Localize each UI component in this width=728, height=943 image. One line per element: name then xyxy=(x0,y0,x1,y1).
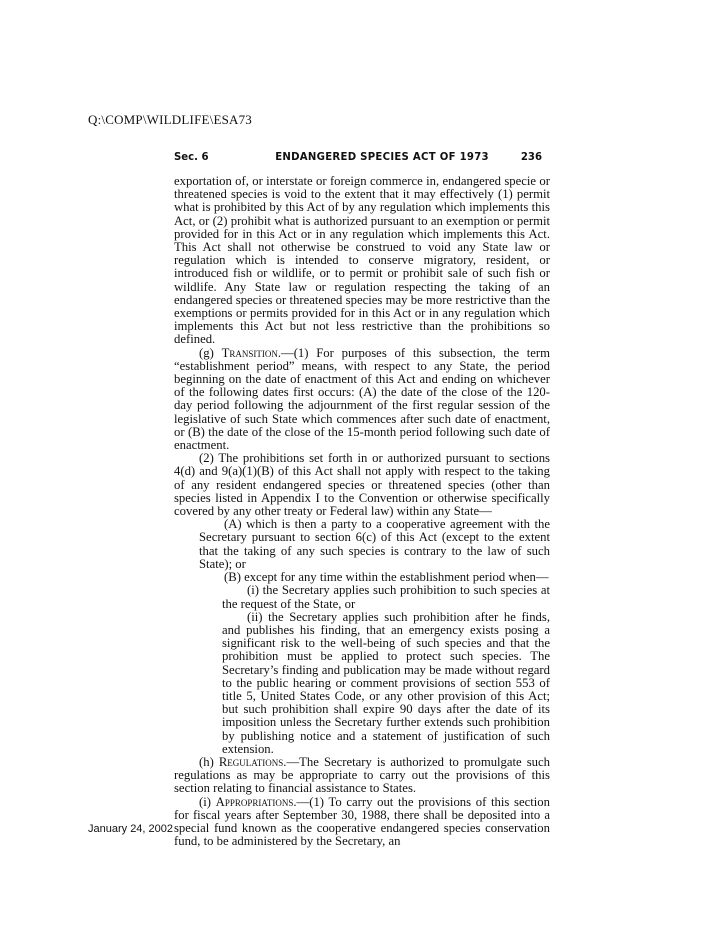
paragraph-text: —(1) For purposes of this subsection, the term “establishment period” means, with respect to any State, the period beginning on the date of enactment of this Act and ending on whichever of the following dates first occurs: (A) the date of the close of the 120-day period following the adjournment of the first regular session of the legislative of such State which commences after such date of enactment, or (B) the date of the close of the 15-month period following such date of enactment. xyxy=(174,345,550,453)
paragraph-lead: (g) xyxy=(199,345,222,360)
paragraph-i-appropriations xyxy=(174,796,550,849)
paragraph-g-2 xyxy=(174,452,550,518)
paragraph-text: —The Secretary is authorized to promulgate such regulations as may be appropriate to carry out the provisions of this section relating to financial assistance to States. xyxy=(174,754,550,796)
paragraph-text: —(1) To carry out the provisions of this section for fiscal years after September 30, 1988, there shall be deposited into a special fund known as the cooperative endangered species conservation fund, to be administered by the Secretary, an xyxy=(174,794,550,849)
paragraph-text: (i) the Secretary applies such prohibition to such species at the request of the State, or xyxy=(222,583,550,611)
paragraph-text: (A) which is then a party to a cooperative agreement with the Secretary pursuant to section 6(c) of this Act (except to the extent that the taking of any such species is contrary to the law of such State); or xyxy=(199,517,550,571)
file-path: Q:\COMP\WILDLIFE\ESA73 xyxy=(88,112,253,127)
page-number: 236 xyxy=(520,150,542,163)
footer-date: January 24, 2002 xyxy=(88,823,174,835)
paragraph-g-transition xyxy=(174,347,550,453)
act-title: ENDANGERED SPECIES ACT OF 1973 xyxy=(275,150,489,163)
paragraph-continuation xyxy=(174,175,550,347)
section-label: Sec. 6 xyxy=(174,150,209,163)
paragraph-heading: Appropriations. xyxy=(215,794,297,809)
paragraph-text: exportation of, or interstate or foreign commerce in, endangered specie or threatened species is void to the extent that it may effectively (1) permit what is prohibited by this Act of by any regulation which implements this Act, or (2) prohibit what is authorized pursuant to an exemption or permit provided for in this Act or in any regulation which implements this Act. This Act shall not otherwise be construed to void any State law or regulation which is intended to conserve migratory, resident, or introduced fish or wildlife, or to permit or prohibit sale of such fish or wildlife. Any State law or regulation respecting the taking of an endangered species or threatened species may be more restrictive than the exemptions or permits provided for in this Act or in any regulation which implements this Act but not less restrictive than the prohibitions so defined. xyxy=(174,174,550,347)
paragraph-text: (2) The prohibitions set forth in or authorized pursuant to sections 4(d) and 9(a)(1)(B) of this Act shall not apply with respect to the taking of any resident endangered species or threatened species (other than species listed in Appendix I to the Convention or otherwise specifically covered by any other treaty or Federal law) within any State— xyxy=(174,451,550,519)
paragraph-heading: Transition. xyxy=(221,345,281,360)
clause-a xyxy=(199,518,550,571)
subclause-ii xyxy=(222,611,550,756)
paragraph-heading: Regulations. xyxy=(218,754,287,769)
running-header xyxy=(174,150,542,166)
paragraph-text: (B) except for any time within the establishment period when— xyxy=(224,570,549,585)
paragraph-h-regulations xyxy=(174,756,550,796)
paragraph-lead: (i) xyxy=(199,794,216,809)
paragraph-text: (ii) the Secretary applies such prohibition after he finds, and publishes his finding, that an emergency exists posing a significant risk to the well-being of such species and that the prohibition must be applied to protect such species. The Secretary’s finding and publication may be made without regard to the public hearing or comment provisions of section 553 of title 5, United States Code, or any other provision of this Act; but such prohibition shall expire 90 days after the date of its imposition unless the Secretary further extends such prohibition by publishing notice and a statement of justification of such extension. xyxy=(222,609,550,756)
subclause-i xyxy=(222,584,550,610)
paragraph-lead: (h) xyxy=(199,754,219,769)
statute-body xyxy=(174,175,550,848)
